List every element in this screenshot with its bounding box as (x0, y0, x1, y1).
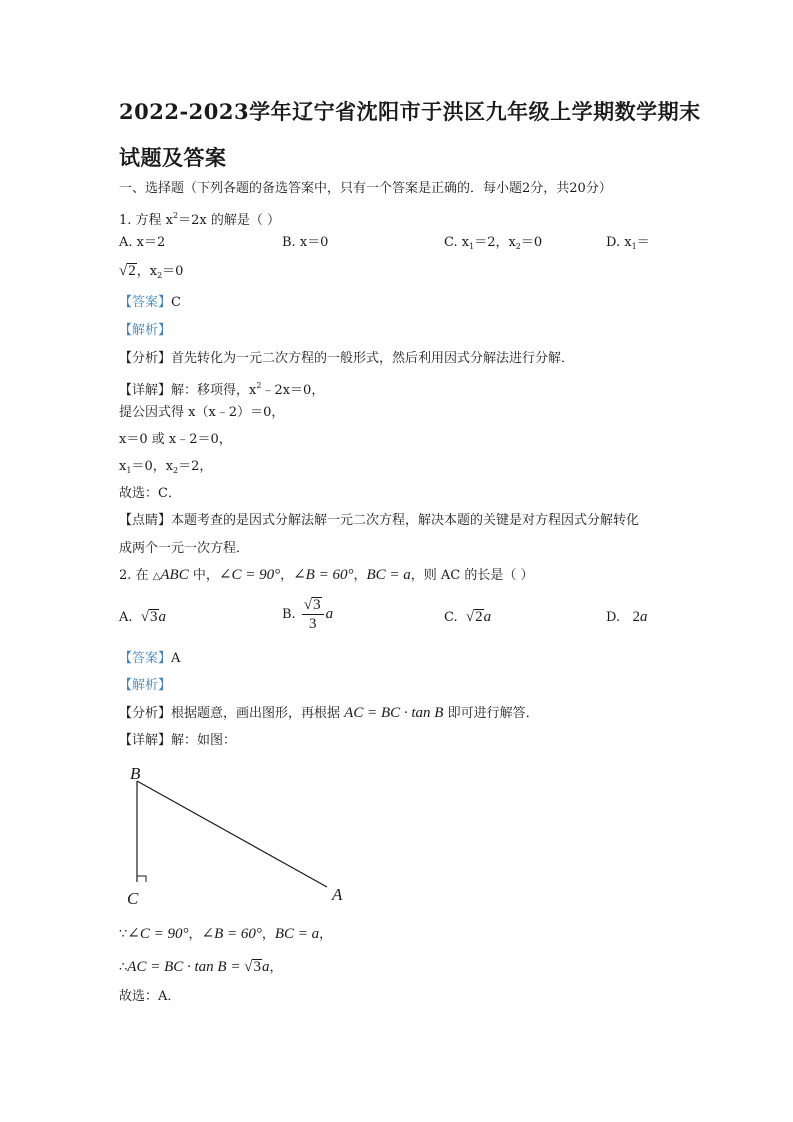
q2-c-angle-b: ∠B = 60° (201, 926, 262, 942)
q2-c-label: C. (444, 610, 458, 625)
q2-option-c (444, 608, 491, 627)
fenxi-tag: 【分析】 (119, 351, 172, 366)
q2-t-v: a (261, 959, 270, 975)
right-angle-mark (137, 876, 146, 882)
sqrt-symbol: √ (303, 597, 313, 613)
triangle-figure (120, 760, 360, 910)
q2-therefore (119, 958, 282, 977)
side-ab (137, 781, 327, 887)
q1-step1 (119, 377, 324, 400)
q1-stem-b: ＝2x 的解是（ ） (178, 213, 280, 228)
analysis-tag: 【解析】 (119, 678, 172, 693)
q2-because (119, 925, 332, 944)
answer-tag: 【答案】 (119, 651, 172, 666)
q2-fenxi-b: 即可进行解答． (443, 706, 539, 721)
q2-c-end: ， (319, 927, 333, 942)
analysis-tag: 【解析】 (119, 323, 172, 338)
q1-d-cont-s2: 2 (157, 271, 163, 280)
q1-step4 (119, 458, 212, 480)
q2-zhong: 中， (188, 568, 219, 583)
q1-stem (119, 207, 280, 230)
q2-b-label: B. (282, 607, 296, 622)
q2-a-v: a (158, 609, 167, 625)
q2-fenxi-a: 根据题意，画出图形，再根据 (171, 706, 345, 721)
q2-c-angle-c: ∠C = 90° (127, 926, 189, 942)
q1-dianjing-cont: 成两个一元一次方程． (119, 541, 250, 556)
q1-d-b: ＝ (636, 235, 650, 250)
q2-a-label: A. (119, 610, 133, 625)
page-title: 2022-2023学年辽宁省沈阳市于洪区九年级上学期数学期末 (119, 99, 701, 124)
q1-d-s1: 1 (631, 242, 637, 251)
q2-option-b (282, 596, 333, 633)
q2-tail: ，则 AC 的长是（ ） (410, 568, 534, 583)
sqrt-symbol: √ (119, 263, 128, 279)
q2-d-v: a (640, 609, 648, 625)
q1-c-s2: 2 (515, 242, 521, 251)
q2-sep1: ， (280, 568, 294, 583)
q1-dianjing-1: 本题考查的是因式分解法解一元二次方程，解决本题的关键是对方程因式分解转化 (171, 513, 640, 528)
vertex-a-label: A (332, 885, 343, 904)
q1-fenxi (119, 350, 574, 368)
q2-b-v: a (325, 606, 334, 622)
q2-stem (119, 566, 534, 586)
q2-t-n: 3 (253, 959, 261, 975)
because-symbol: ∵ (119, 927, 128, 942)
page-title-line2: 试题及答案 (119, 145, 227, 170)
q2-angle-b: ∠B = 60° (293, 567, 354, 583)
q1-fenxi-text: 首先转化为一元二次方程的一般形式，然后利用因式分解法进行分解． (171, 351, 575, 366)
q1-stem-a: 1. 方程 x (119, 213, 173, 228)
q1-dianjing (119, 512, 639, 530)
q1-step1-b: ﹣2x＝0， (261, 383, 325, 398)
q1-step1-sup: 2 (256, 381, 262, 390)
q2-c-sep1: ， (188, 927, 202, 942)
q1-d-sqrt-num: 2 (128, 263, 136, 279)
sqrt-symbol: √ (140, 609, 150, 625)
xiangjie-tag: 【详解】 (119, 383, 172, 398)
q2-c-v: a (483, 609, 492, 625)
vertex-b-label: B (130, 764, 141, 783)
q1-d-cont-a: ，x (136, 264, 158, 279)
q1-step4-s2: 2 (173, 466, 179, 475)
q2-answer (119, 650, 180, 668)
q1-choose: 故选：C． (119, 486, 181, 501)
triangle-icon: △ (152, 571, 161, 582)
q1-option-a: A. x＝2 (119, 235, 166, 250)
q2-c-sep2: ， (261, 927, 275, 942)
dianjing-tag: 【点睛】 (119, 513, 172, 528)
sqrt-symbol: √ (244, 959, 253, 975)
sqrt-symbol: √ (465, 609, 475, 625)
q2-d-label: D. (606, 610, 621, 625)
q1-option-d (606, 234, 650, 256)
q2-sep2: ， (353, 568, 367, 583)
q1-d-cont-b: ＝0 (162, 264, 184, 279)
q2-num: 2. 在 (119, 568, 149, 583)
q2-abc: ABC (160, 567, 189, 583)
q1-answer-value: C (171, 295, 181, 310)
q1-step3: x＝0 或 x﹣2＝0， (119, 432, 232, 447)
q2-bc: BC = a (366, 567, 411, 583)
q1-step4-b: ＝0，x (131, 459, 174, 474)
q1-step4-a: x (119, 459, 127, 474)
q1-step1-a: 解：移项得，x (171, 383, 257, 398)
xiangjie-tag: 【详解】 (119, 733, 172, 748)
q1-option-b: B. x＝0 (282, 235, 329, 250)
q1-c-b: ＝2，x (474, 235, 516, 250)
q2-answer-value: A (171, 651, 181, 666)
q1-c-s1: 1 (469, 242, 475, 251)
vertex-c-label: C (127, 889, 139, 908)
q2-xiangjie-text: 解：如图： (171, 733, 237, 748)
q2-xiangjie (119, 732, 236, 750)
q2-option-d (606, 608, 648, 627)
q1-answer (119, 294, 181, 312)
q1-option-c (444, 234, 542, 256)
q1-step2: 提公因式得 x（x﹣2）＝0， (119, 405, 285, 420)
q1-c-c: ＝0 (520, 235, 543, 250)
q1-option-d-cont (119, 262, 183, 285)
answer-tag: 【答案】 (119, 295, 172, 310)
fenxi-tag: 【分析】 (119, 706, 172, 721)
fraction (302, 596, 324, 633)
q2-a-n: 3 (150, 609, 158, 625)
q2-option-a (119, 608, 166, 627)
q2-b-num: 3 (313, 597, 321, 613)
q1-step4-s1: 1 (126, 466, 132, 475)
q2-d-c: 2 (632, 609, 640, 625)
q1-d-a: D. x (606, 235, 632, 250)
q2-fenxi-formula: AC = BC · tan B (344, 705, 444, 721)
section-heading: 一、选择题（下列各题的备选答案中，只有一个答案是正确的．每小题2分，共20分） (119, 181, 612, 196)
q2-choose: 故选：A． (119, 989, 181, 1004)
q2-angle-c: ∠C = 90° (218, 567, 281, 583)
q2-analysis (119, 677, 171, 695)
q2-fenxi (119, 704, 539, 723)
q1-analysis (119, 322, 171, 340)
therefore-symbol: ∴ (119, 960, 128, 975)
q2-t-end: ， (269, 960, 283, 975)
q2-t-expr: AC = BC · tan B = (127, 959, 245, 975)
q1-stem-sup: 2 (173, 211, 179, 220)
q1-step4-c: ＝2， (178, 459, 213, 474)
q2-b-den: 3 (308, 616, 317, 632)
q2-c-bc: BC = a (274, 926, 320, 942)
q2-c-n: 2 (475, 609, 483, 625)
q1-c-a: C. x (444, 235, 470, 250)
